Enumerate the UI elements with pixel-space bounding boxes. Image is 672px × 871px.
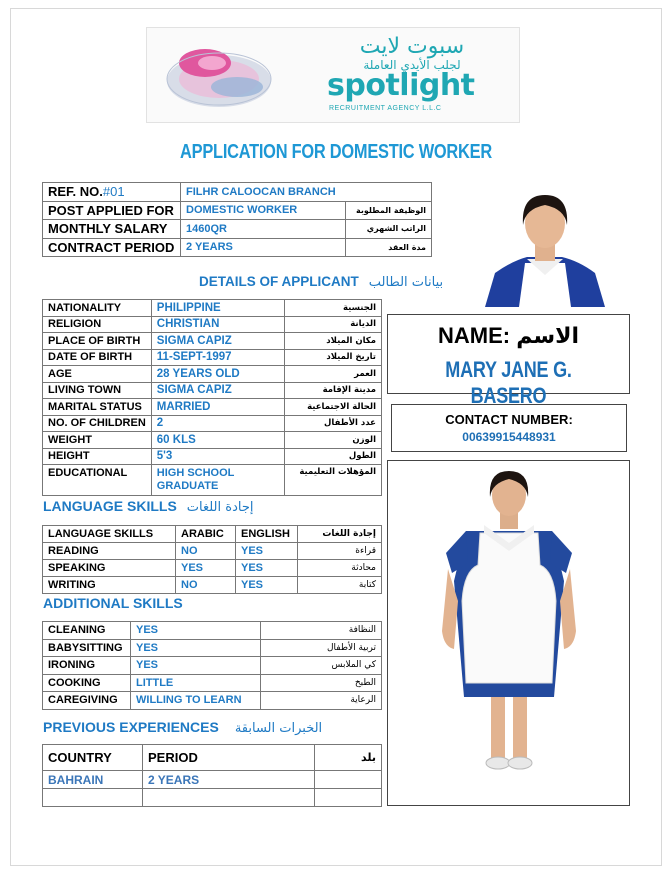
contact-box <box>391 404 627 452</box>
skills-heading: ADDITIONAL SKILLS <box>43 595 183 611</box>
table-row: BAHRAIN 2 YEARS <box>43 771 382 789</box>
table-row: AGE 28 YEARS OLD العمر <box>43 366 382 383</box>
table-row: PLACE OF BIRTH SIGMA CAPIZ مكان الميلاد <box>43 333 382 350</box>
branch-cell: FILHR CALOOCAN BRANCH <box>181 183 432 202</box>
table-row: BABYSITTING YES تربية الأطفال <box>43 639 382 657</box>
experience-heading: PREVIOUS EXPERIENCES الخبرات السابقة <box>43 719 323 736</box>
table-row: COOKING LITTLE الطبخ <box>43 674 382 692</box>
person-full-body-icon <box>388 461 629 805</box>
table-row: NATIONALITY PHILIPPINE الجنسية <box>43 300 382 317</box>
applicant-photo-full <box>387 460 630 806</box>
applicant-details-table <box>42 299 382 496</box>
table-row: POST APPLIED FOR DOMESTIC WORKER الوظيفة المطلوبة <box>43 201 432 220</box>
contact-label: CONTACT NUMBER: <box>445 412 573 427</box>
applicant-photo-small <box>467 183 622 307</box>
logo-emblem-icon <box>157 31 297 121</box>
table-row: EDUCATIONAL HIGH SCHOOL GRADUATE المؤهلات التعليمية <box>43 465 382 496</box>
experience-table <box>42 744 382 807</box>
table-row: WRITING NO YES كتابة <box>43 577 382 594</box>
logo-arabic-name: سبوت لايت <box>359 34 465 59</box>
table-row: NO. OF CHILDREN 2 عدد الأطفال <box>43 415 382 432</box>
additional-skills-table <box>42 621 382 710</box>
table-row <box>43 183 432 202</box>
applicant-name: MARY JANE G. BASERO <box>445 357 572 408</box>
job-info-table <box>42 182 432 257</box>
table-row <box>43 789 382 807</box>
language-skills-table <box>42 525 382 594</box>
table-row: MARITAL STATUS MARRIED الحالة الاجتماعية <box>43 399 382 416</box>
logo-subtitle: RECRUITMENT AGENCY L.L.C <box>329 105 442 112</box>
table-row: IRONING YES كي الملابس <box>43 657 382 675</box>
name-label: NAME: الاسم <box>437 323 580 349</box>
table-row: RELIGION CHRISTIAN الديانة <box>43 316 382 333</box>
logo-brand-name: spotlight <box>327 68 475 103</box>
person-portrait-icon <box>467 183 622 307</box>
table-row: CAREGIVING WILLING TO LEARN الرعاية <box>43 692 382 710</box>
table-row: CONTRACT PERIOD 2 YEARS مدة العقد <box>43 238 432 257</box>
table-row: WEIGHT 60 KLS الوزن <box>43 432 382 449</box>
table-row: SPEAKING YES YES محادثة <box>43 560 382 577</box>
table-row: COUNTRY PERIOD بلد <box>43 745 382 771</box>
ref-cell: REF. NO.#01 <box>43 183 181 202</box>
contact-number: 00639915448931 <box>462 430 556 444</box>
table-row: LIVING TOWN SIGMA CAPIZ مدينة الإقامة <box>43 382 382 399</box>
page-title: APPLICATION FOR DOMESTIC WORKER <box>180 141 492 163</box>
table-row: HEIGHT 5'3 الطول <box>43 448 382 465</box>
table-row: MONTHLY SALARY 1460QR الراتب الشهري <box>43 220 432 239</box>
company-logo <box>146 27 520 123</box>
table-row: CLEANING YES النظافة <box>43 622 382 640</box>
table-row: DATE OF BIRTH 11-SEPT-1997 تاريخ الميلاد <box>43 349 382 366</box>
details-heading: DETAILS OF APPLICANT بيانات الطالب <box>199 274 444 290</box>
language-heading: LANGUAGE SKILLS إجادة اللغات <box>43 498 254 515</box>
table-row: READING NO YES قراءة <box>43 543 382 560</box>
logo-arabic-tagline: لجلب الأيدي العاملة <box>363 58 461 72</box>
applicant-name-box <box>387 314 630 408</box>
table-row: LANGUAGE SKILLS ARABIC ENGLISH إجادة اللغات <box>43 526 382 543</box>
